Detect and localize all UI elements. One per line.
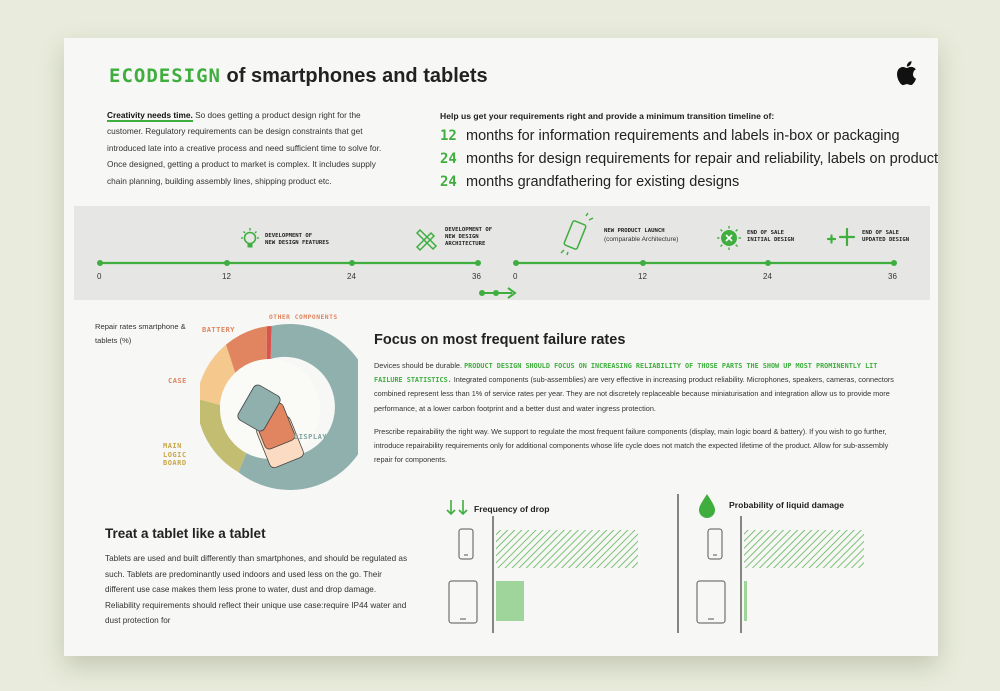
timeline-band bbox=[74, 206, 930, 300]
requirement-row bbox=[440, 174, 739, 190]
smartphone-icon bbox=[459, 529, 473, 559]
bar-liquid-tablet bbox=[744, 581, 747, 621]
transition-heading: Help us get your requirements right and provide a minimum transition timeline of: bbox=[440, 111, 775, 121]
label-display: DISPLAY bbox=[294, 433, 328, 441]
comparison-charts bbox=[444, 494, 874, 639]
tick-label: 24 bbox=[347, 272, 356, 281]
infographic-sheet bbox=[64, 38, 938, 656]
tick-label: 0 bbox=[97, 272, 102, 281]
label-case: CASE bbox=[168, 377, 187, 385]
label-battery: BATTERY bbox=[202, 326, 236, 334]
requirement-row bbox=[440, 128, 900, 144]
focus-paragraph-2: Prescribe repairability the right way. We support to regulate the most frequent failure components (display, main logic board & battery). If you wish to go further, introduce repairability requirements only for additional components whose life cycle does not match the expected lifetime of the product. Allow for sub-assembly repair for components. bbox=[374, 426, 889, 465]
requirement-text: months for design requirements for repair and reliability, labels on product bbox=[466, 151, 939, 167]
drop-chart-title: Frequency of drop bbox=[474, 504, 550, 514]
badge-x-icon bbox=[716, 225, 742, 251]
tick-label: 36 bbox=[888, 272, 897, 281]
apple-logo-icon bbox=[895, 60, 917, 86]
intro-lead: Creativity needs time. bbox=[107, 110, 193, 120]
title-rest: of smartphones and tablets bbox=[220, 65, 488, 87]
pencil-ruler-icon bbox=[413, 227, 439, 253]
requirement-text: months for information requirements and labels in-box or packaging bbox=[466, 128, 900, 144]
title-highlight: ECODESIGN bbox=[109, 65, 221, 87]
milestone-dev-features: DEVELOPMENT OF NEW DESIGN FEATURES bbox=[265, 233, 329, 246]
water-drop-icon bbox=[699, 494, 715, 518]
tick-label: 36 bbox=[472, 272, 481, 281]
bar-drop-smartphone bbox=[496, 530, 638, 568]
milestone-dev-architecture: DEVELOPMENT OF NEW DESIGN ARCHITECTURE bbox=[445, 227, 493, 247]
tablet-icon bbox=[449, 581, 477, 623]
repair-rates-donut bbox=[200, 318, 358, 498]
milestone-eos-initial: END OF SALE INITIAL DESIGN bbox=[747, 230, 795, 243]
focus-title: Focus on most frequent failure rates bbox=[374, 332, 626, 348]
requirement-months: 12 bbox=[440, 128, 457, 144]
tablet-title: Treat a tablet like a tablet bbox=[105, 526, 266, 541]
down-arrows-icon bbox=[447, 500, 467, 514]
label-main-logic-board: MAIN LOGIC BOARD bbox=[163, 442, 187, 468]
focus-paragraph-1: Devices should be durable. PRODUCT DESIGN SHOULD FOCUS ON INCREASING RELIABILITY OF THOSE PARTS THE SHOW UP MOST PROMINENTLY LIT FAILURE STATISTICS. Integrated components (sub-assemblies) are very effective in increasing product reliability. Microphones, speakers, cameras, connectors combined represent less than 1% of service rates per year. They are not discretely replaceable because miniaturisation and integration allow us to provide more performance, at a lower carbon footprint and a better dust and water ingress protection. bbox=[374, 361, 894, 413]
focus-highlight: PRODUCT DESIGN SHOULD FOCUS ON INCREASING RELIABILITY OF THOSE PARTS THE SHOW UP MOST PROMINENTLY LIT FAILURE STATISTICS. bbox=[374, 362, 878, 385]
requirement-row bbox=[440, 151, 938, 167]
milestone-launch: NEW PRODUCT LAUNCH (comparable Architecture) bbox=[604, 228, 679, 243]
tablet-icon bbox=[697, 581, 725, 623]
requirement-text: months grandfathering for existing designs bbox=[466, 174, 740, 190]
intro-paragraph bbox=[107, 107, 397, 189]
label-other-components: OTHER COMPONENTS bbox=[269, 314, 338, 321]
phone-launch-icon bbox=[558, 212, 598, 256]
repair-chart-label: Repair rates smartphone & tablets (%) bbox=[95, 322, 186, 345]
lightbulb-icon bbox=[238, 227, 262, 253]
plus-icon bbox=[826, 226, 858, 248]
focus-body bbox=[374, 359, 894, 467]
tick-label: 12 bbox=[222, 272, 231, 281]
smartphone-icon bbox=[708, 529, 722, 559]
requirement-months: 24 bbox=[440, 174, 457, 190]
page-title bbox=[109, 65, 488, 88]
tablet-body: Tablets are used and built differently than smartphones, and should be regulated as such. Tablets are predominantly used indoors and used less on the go. Their different use case makes them less prone to water, dust and drop damage. Reliability requirements should reflect their unique use case:require IP44 water and dust protection for bbox=[105, 554, 408, 626]
requirement-months: 24 bbox=[440, 151, 457, 167]
bar-drop-tablet bbox=[496, 581, 524, 621]
liquid-chart-title: Probability of liquid damage bbox=[729, 500, 845, 510]
milestone-eos-updated: END OF SALE UPDATED DESIGN bbox=[862, 230, 910, 243]
tick-label: 24 bbox=[763, 272, 772, 281]
timeline-axes bbox=[74, 206, 930, 300]
intro-body: So does getting a product design right for the customer. Regulatory requirements can be design constraints that get introduced late into a creative process and need sufficient time to solve for. Once designed, getting a product to market is complex. It includes supply chain planning, building assembly lines, shipping product etc. bbox=[107, 110, 382, 186]
tick-label: 12 bbox=[638, 272, 647, 281]
tick-label: 0 bbox=[513, 272, 518, 281]
bar-liquid-smartphone bbox=[744, 530, 864, 568]
